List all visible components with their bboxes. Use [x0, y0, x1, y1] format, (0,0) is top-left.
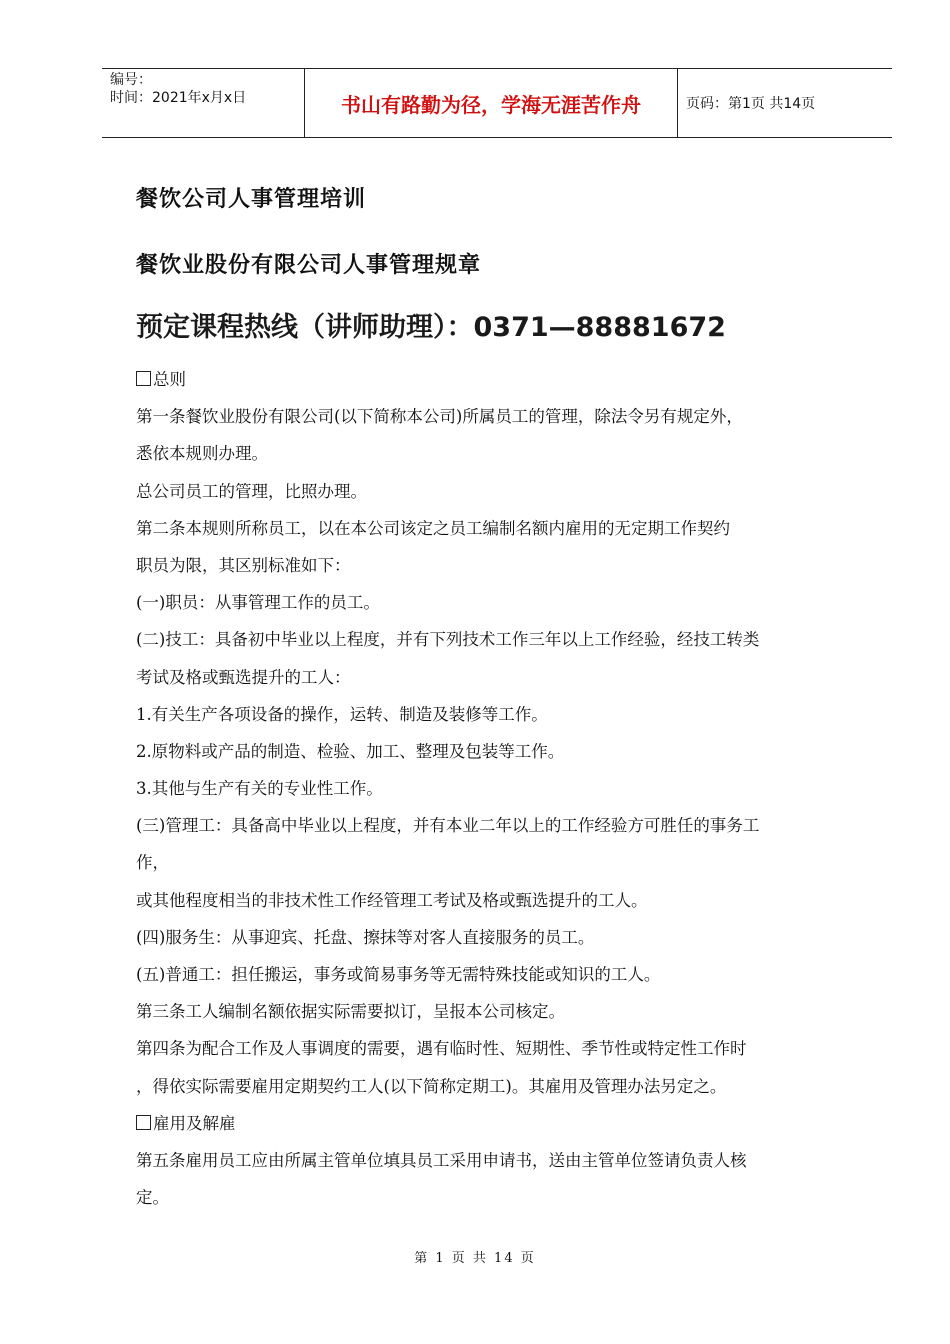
line-text: ，得依实际需要雇用定期契约工人(以下简称定期工)。其雇用及管理办法另定之。	[136, 1076, 727, 1096]
document-body	[136, 366, 866, 1221]
line-text: 3.其他与生产有关的专业性工作。	[136, 779, 383, 799]
line-text: 悉依本规则办理。	[136, 444, 268, 464]
paragraph-line	[136, 701, 866, 738]
line-text: 第二条本规则所称员工，以在本公司该定之员工编制名额内雇用的无定期工作契约	[136, 518, 730, 538]
header-motto: 书山有路勤为径，学海无涯苦作舟	[304, 69, 678, 137]
paragraph-line	[136, 1073, 866, 1110]
paragraph-line	[136, 664, 866, 701]
hotline-banner: 预定课程热线（讲师助理）：0371—88881672	[136, 312, 726, 343]
paragraph-line	[136, 515, 866, 552]
paragraph-line	[136, 1147, 866, 1184]
paragraph-line	[136, 812, 866, 849]
line-text: 定。	[136, 1188, 169, 1208]
header-page-number: 页码：第1页 共14页	[686, 96, 816, 112]
document-title: 餐饮公司人事管理培训	[136, 187, 367, 212]
line-text: (二)技工：具备初中毕业以上程度，并有下列技术工作三年以上工作经验，经技工转类	[136, 630, 760, 650]
paragraph-line	[136, 775, 866, 812]
line-text: 或其他程度相当的非技术性工作经管理工考试及格或甄选提升的工人。	[136, 890, 648, 910]
document-subtitle: 餐饮业股份有限公司人事管理规章	[136, 253, 482, 278]
line-text: (三)管理工：具备高中毕业以上程度，并有本业二年以上的工作经验方可胜任的事务工	[136, 816, 760, 836]
paragraph-line	[136, 589, 866, 626]
line-text: 雇用及解雇	[153, 1113, 236, 1133]
line-text: 2.原物料或产品的制造、检验、加工、整理及包装等工作。	[136, 741, 565, 761]
paragraph-line	[136, 849, 866, 886]
paragraph-line	[136, 1035, 866, 1072]
paragraph-line	[136, 626, 866, 663]
line-text: 职员为限，其区别标准如下：	[136, 555, 351, 575]
time-label: 时间：2021年x月x日	[110, 90, 247, 106]
paragraph-line	[136, 478, 866, 515]
paragraph-line	[136, 1184, 866, 1221]
line-text: (一)职员：从事管理工作的员工。	[136, 593, 380, 613]
number-label: 编号：	[110, 72, 152, 88]
line-text: 总则	[153, 370, 186, 389]
line-text: 第三条工人编制名额依据实际需要拟订，呈报本公司核定。	[136, 1002, 565, 1022]
page-footer: 第 1 页 共 14 页	[414, 1251, 536, 1266]
line-text: 作，	[136, 853, 169, 873]
line-text: 第四条为配合工作及人事调度的需要，遇有临时性、短期性、季节性或特定性工作时	[136, 1039, 747, 1059]
line-text: (五)普通工：担任搬运，事务或简易事务等无需特殊技能或知识的工人。	[136, 965, 661, 984]
page-header	[102, 68, 892, 138]
checkbox-square-icon	[136, 1115, 151, 1130]
paragraph-line	[136, 403, 866, 440]
line-text: 1.有关生产各项设备的操作，运转、制造及装修等工作。	[136, 704, 548, 724]
section-heading	[136, 366, 866, 403]
paragraph-line	[136, 961, 866, 998]
paragraph-line	[136, 552, 866, 589]
section-heading	[136, 1110, 866, 1147]
line-text: 第一条餐饮业股份有限公司(以下简称本公司)所属员工的管理，除法令另有规定外，	[136, 407, 743, 427]
paragraph-line	[136, 887, 866, 924]
line-text: 总公司员工的管理，比照办理。	[136, 481, 367, 501]
line-text: 考试及格或甄选提升的工人：	[136, 667, 351, 687]
header-meta	[102, 69, 304, 137]
checkbox-square-icon	[136, 371, 151, 386]
paragraph-line	[136, 738, 866, 775]
paragraph-line	[136, 440, 866, 477]
line-text: (四)服务生：从事迎宾、托盘、擦抹等对客人直接服务的员工。	[136, 927, 595, 947]
line-text: 第五条雇用员工应由所属主管单位填具员工采用申请书，送由主管单位签请负责人核	[136, 1150, 747, 1170]
paragraph-line	[136, 924, 866, 961]
paragraph-line	[136, 998, 866, 1035]
